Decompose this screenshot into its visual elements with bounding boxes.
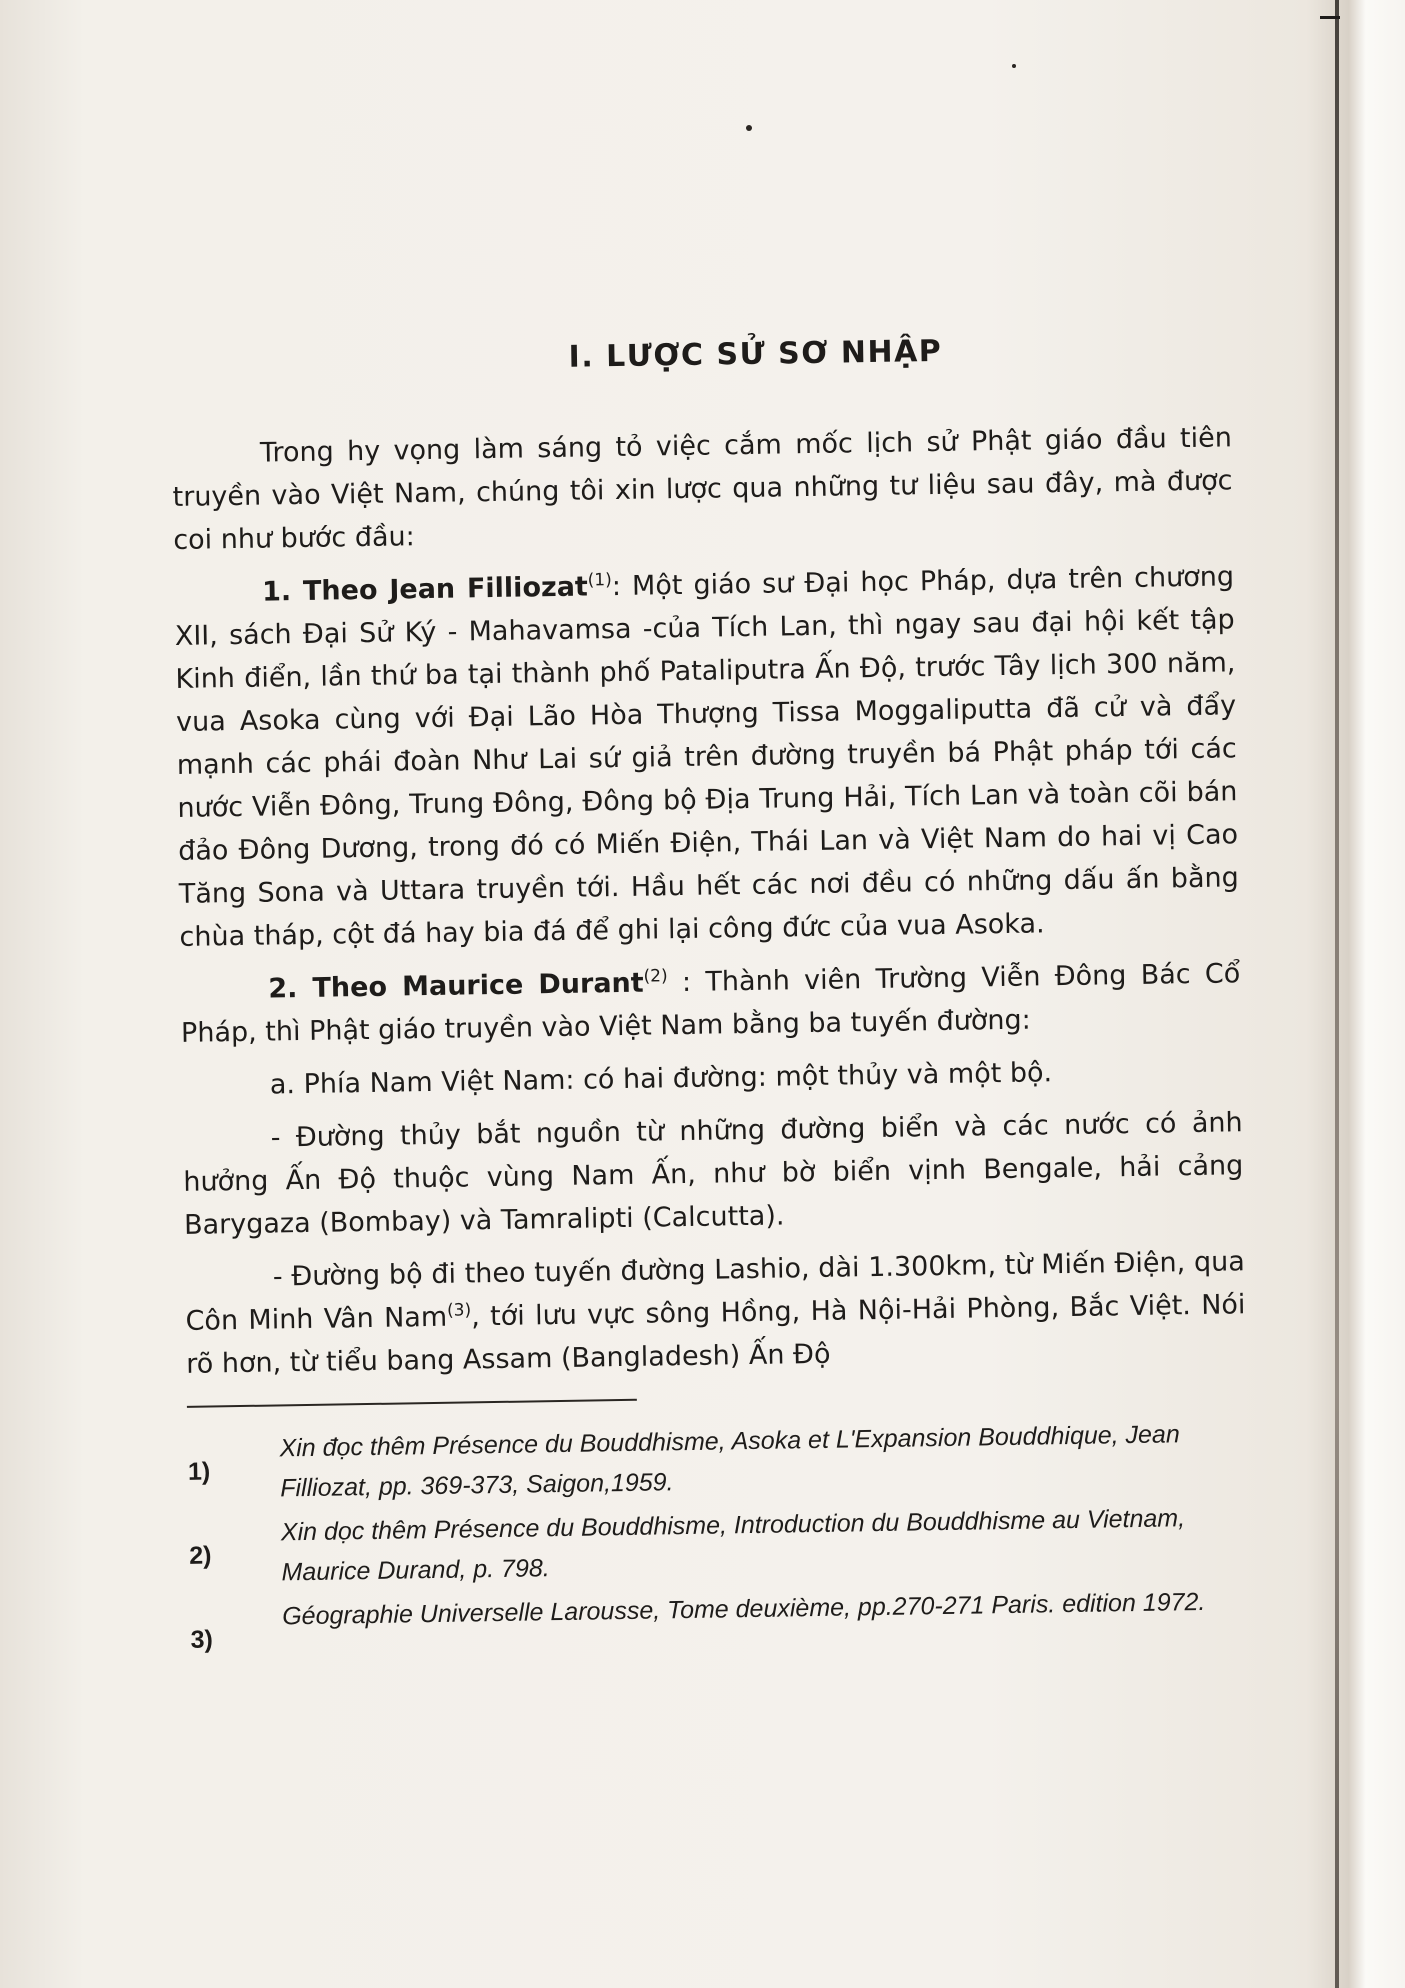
footnote (190, 1581, 1251, 1660)
footnote-text: Géographie Universelle Larousse, Tome deuxième, pp.270-271 Paris. edition 1972. (281, 1587, 1206, 1631)
body-text (172, 416, 1247, 1386)
footnote-number: 2) (189, 1541, 212, 1570)
footnote-ref-3: (3) (446, 1300, 472, 1321)
edge-mark (1320, 16, 1340, 19)
footnote-number: 3) (190, 1625, 214, 1654)
footnotes (187, 1413, 1250, 1660)
land-route-text-before: - Đường bộ đi theo tuyến đường Lashio, dài 1.300km, từ Miến Điện, qua Côn Minh Vân Nam (185, 1246, 1246, 1337)
route-south-paragraph: a. Phía Nam Việt Nam: có hai đường: một thủy và một bộ. (269, 1057, 1053, 1101)
speck (1012, 64, 1016, 68)
footnote (189, 1497, 1250, 1594)
sea-route-paragraph: - Đường thủy bắt nguồn từ những đường biển và các nước có ảnh hưởng Ấn Độ thuộc vùng Nam Ấn, như bờ biển vịnh Bengale, hải cảng Barygaza (Bombay) và Tamralipti (Calcutta). (183, 1107, 1244, 1241)
section-2-text: : Thành viên Trường Viễn Đông Bác Cổ Pháp, thì Phật giáo truyền vào Việt Nam bằng ba tuyến đường: (180, 958, 1241, 1049)
chapter-heading: I. LƯỢC SỬ SƠ NHẬP (568, 333, 943, 375)
section-1-text: : Một giáo sư Đại học Pháp, dựa trên chương XII, sách Đại Sử Ký - Mahavamsa -của Tích Lan, thì ngay sau đại hội kết tập Kinh điển, lần thứ ba tại thành phố Pataliputra Ấn Độ, trước Tây lịch 300 năm, vua Asoka cùng với Đại Lão Hòa Thượng Tissa Moggaliputta đã cử và đẩy mạnh các phái đoàn Như Lai sứ giả trên đường truyền bá Phật pháp tới các nước Viễn Đông, Trung Đông, Đông bộ Địa Trung Hải, Tích Lan và toàn cõi bán đảo Đông Dương, trong đó có Miến Điện, Thái Lan và Việt Nam do hai vị Cao Tăng Sona và Uttara truyền tới. Hầu hết các nơi đều có những dấu ấn bằng chùa tháp, cột đá hay bia đá để ghi lại công đức của vua Asoka. (174, 561, 1239, 953)
footnote-number: 1) (187, 1457, 211, 1486)
page-content (170, 313, 1251, 1663)
land-route-paragraph (185, 1240, 1247, 1386)
footnote-ref-1: (1) (587, 570, 612, 591)
footnote (187, 1413, 1248, 1510)
footnote-divider (187, 1399, 637, 1408)
section-1-lead: 1. Theo Jean Filliozat (261, 571, 589, 608)
speck (746, 125, 752, 131)
footnote-ref-2: (2) (643, 966, 668, 987)
section-2-paragraph (180, 952, 1241, 1055)
intro-paragraph: Trong hy vọng làm sáng tỏ việc cắm mốc lịch sử Phật giáo đầu tiên truyền vào Việt Nam, chúng tôi xin lược qua những tư liệu sau đây, mà được coi như bước đầu: (172, 422, 1233, 556)
land-route-text-after: , tới lưu vực sông Hồng, Hà Nội-Hải Phòng, Bắc Việt. Nói rõ hơn, từ tiểu bang Assam (Bangladesh) Ấn Độ (186, 1289, 1246, 1380)
section-1-paragraph (174, 555, 1240, 959)
page-edge-shadow (1335, 0, 1339, 1988)
footnote-text: Xin dọc thêm Présence du Bouddhisme, Introduction du Bouddhisme au Vietnam, Maurice Durand, p. 798. (280, 1504, 1186, 1587)
section-2-lead: 2. Theo Maurice Durant (268, 967, 644, 1005)
footnote-text: Xin đọc thêm Présence du Bouddhisme, Asoka et L'Expansion Bouddhique, Jean Filliozat, pp. 369-373, Saigon,1959. (279, 1420, 1180, 1503)
